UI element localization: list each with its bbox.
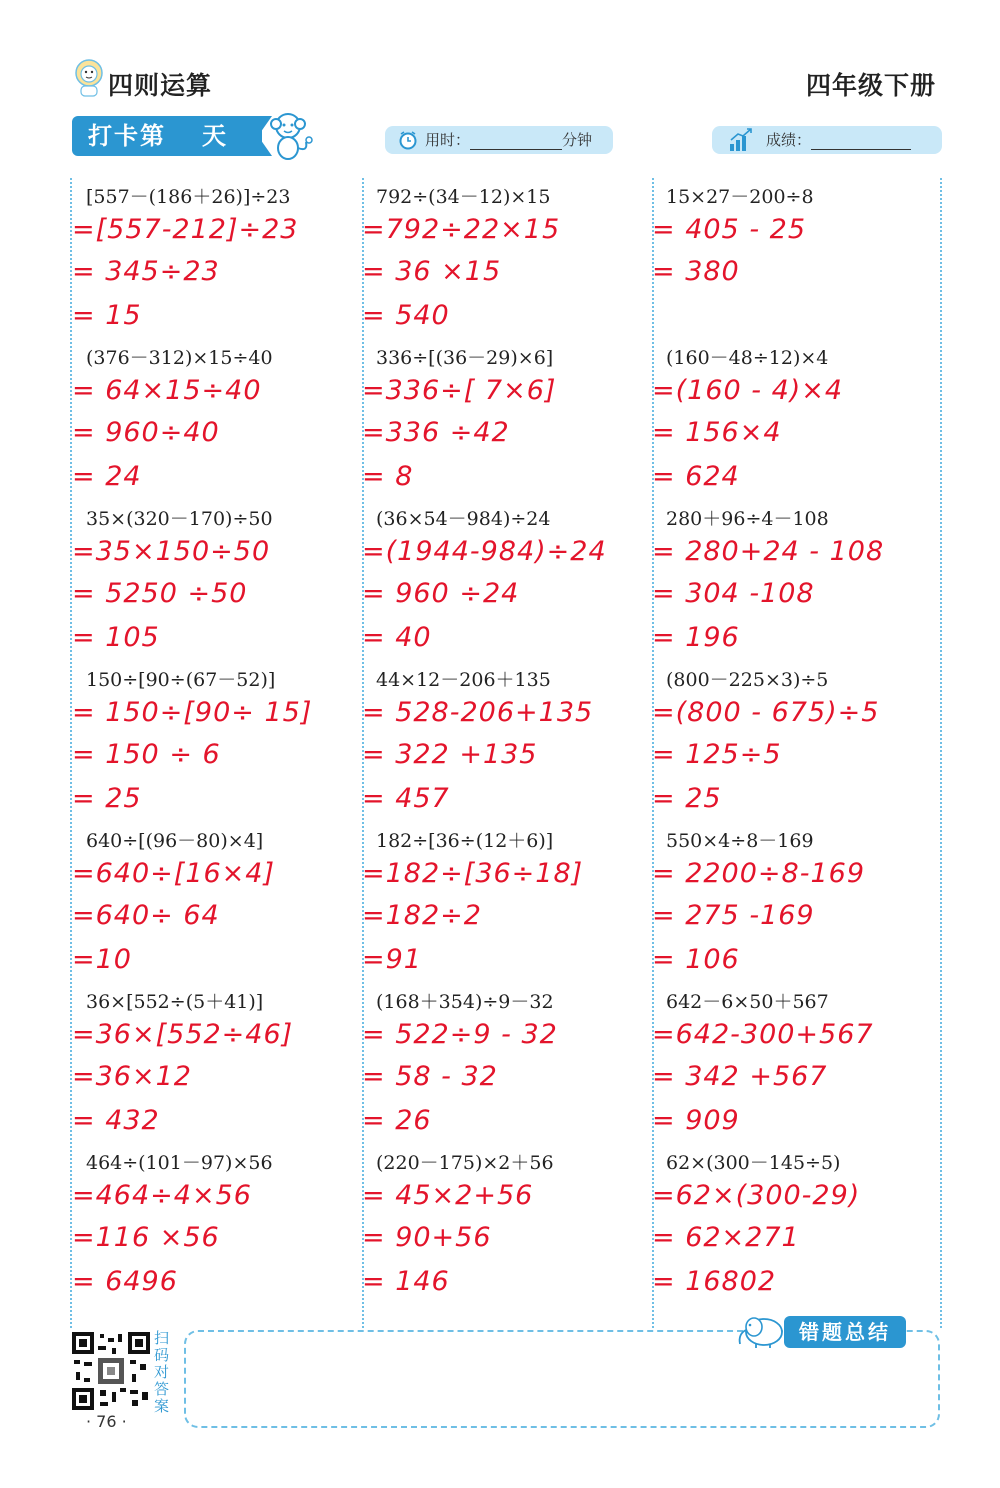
answer-step: = 45×2+56: [362, 1180, 534, 1211]
problem-item: [72, 337, 342, 498]
answer-step: = 322 +135: [362, 739, 538, 770]
book-title: 四则运算: [108, 71, 213, 100]
answer-step: = 624: [652, 461, 740, 492]
answer-step: =182÷[36÷18]: [362, 858, 584, 889]
answer-step: = 909: [652, 1105, 740, 1136]
answer-step: = 16802: [652, 1266, 777, 1297]
answer-step: =182÷2: [362, 900, 482, 931]
problem-item: [72, 1142, 342, 1303]
problem-item: [652, 498, 922, 659]
problem-expression: 150÷[90÷(67－52)]: [86, 669, 276, 691]
answer-step: = 304 -108: [652, 578, 815, 609]
answer-step: =464÷4×56: [72, 1180, 252, 1211]
checkin-banner: [72, 116, 262, 156]
answer-step: =36×12: [72, 1061, 192, 1092]
time-field[interactable]: [385, 126, 613, 154]
answer-step: = 150 ÷ 6: [72, 739, 221, 770]
answer-step: = 345÷23: [72, 256, 220, 287]
answer-step: = 405 - 25: [652, 214, 807, 245]
answer-step: = 5250 ÷50: [72, 578, 248, 609]
problem-item: [362, 1142, 632, 1303]
qr-code[interactable]: [72, 1332, 150, 1410]
problem-expression: 280＋96÷4－108: [666, 508, 829, 530]
answer-step: = 342 +567: [652, 1061, 828, 1092]
problem-expression: 792÷(34－12)×15: [376, 186, 551, 208]
answer-step: = 15: [72, 300, 142, 331]
problem-item: [72, 820, 342, 981]
clock-icon: [398, 130, 418, 150]
answer-step: =116 ×56: [72, 1222, 220, 1253]
answer-step: = 432: [72, 1105, 160, 1136]
problem-item: [72, 498, 342, 659]
problem-expression: (168＋354)÷9－32: [376, 991, 554, 1013]
problem-item: [362, 981, 632, 1142]
answer-step: = 2200÷8-169: [652, 858, 865, 889]
problem-item: [72, 981, 342, 1142]
problem-item: [652, 820, 922, 981]
answer-step: =642-300+567: [652, 1019, 874, 1050]
problem-expression: (376－312)×15÷40: [86, 347, 273, 369]
problem-item: [362, 659, 632, 820]
mistake-summary-tab: 错题总结: [784, 1316, 906, 1348]
answer-step: = 36 ×15: [362, 256, 502, 287]
answer-step: = 960 ÷24: [362, 578, 520, 609]
answer-step: = 62×271: [652, 1222, 800, 1253]
problem-item: [652, 1142, 922, 1303]
answer-step: =792÷22×15: [362, 214, 561, 245]
problem-expression: (160－48÷12)×4: [666, 347, 829, 369]
problem-expression: 182÷[36÷(12＋6)]: [376, 830, 554, 852]
problem-expression: (36×54－984)÷24: [376, 508, 551, 530]
answer-step: = 380: [652, 256, 740, 287]
answer-step: = 58 - 32: [362, 1061, 498, 1092]
problem-item: [362, 176, 632, 337]
answer-step: = 90+56: [362, 1222, 492, 1253]
answer-step: =336÷[ 7×6]: [362, 375, 557, 406]
problem-expression: (800－225×3)÷5: [666, 669, 829, 691]
answer-step: = 146: [362, 1266, 450, 1297]
answer-step: = 522÷9 - 32: [362, 1019, 558, 1050]
answer-step: =(1944-984)÷24: [362, 536, 607, 567]
problem-item: [652, 981, 922, 1142]
elephant-icon: [734, 1310, 790, 1350]
answer-step: =36×[552÷46]: [72, 1019, 294, 1050]
problem-expression: 464÷(101－97)×56: [86, 1152, 273, 1174]
answer-step: = 125÷5: [652, 739, 782, 770]
answer-step: = 25: [652, 783, 722, 814]
answer-step: = 24: [72, 461, 142, 492]
answer-step: = 40: [362, 622, 432, 653]
lion-icon: [72, 58, 106, 98]
answer-step: =10: [72, 944, 132, 975]
chart-icon: [728, 128, 754, 152]
time-unit: 分钟: [562, 131, 593, 149]
answer-step: = 280+24 - 108: [652, 536, 885, 567]
answer-step: = 196: [652, 622, 740, 653]
problem-expression: 15×27－200÷8: [666, 186, 814, 208]
column-divider: [940, 178, 942, 1328]
time-blank[interactable]: [470, 131, 562, 150]
answer-step: = 150÷[90÷ 15]: [72, 697, 313, 728]
score-blank[interactable]: [811, 131, 911, 150]
answer-step: =640÷ 64: [72, 900, 220, 931]
answer-step: = 8: [362, 461, 414, 492]
answer-step: =640÷[16×4]: [72, 858, 276, 889]
answer-step: =336 ÷42: [362, 417, 510, 448]
grade-label: 四年级下册: [805, 71, 936, 100]
problem-expression: 642－6×50＋567: [666, 991, 829, 1013]
answer-step: = 105: [72, 622, 160, 653]
problem-expression: 35×(320－170)÷50: [86, 508, 273, 530]
problem-item: [362, 498, 632, 659]
answer-step: =(160 - 4)×4: [652, 375, 844, 406]
problem-expression: 36×[552÷(5＋41)]: [86, 991, 264, 1013]
problem-item: [72, 659, 342, 820]
checkin-label-part1: 打卡第: [88, 122, 166, 150]
problem-item: [362, 820, 632, 981]
monkey-icon: [262, 108, 316, 162]
answer-step: = 6496: [72, 1266, 178, 1297]
problem-item: [72, 176, 342, 337]
checkin-label-part2: 天: [202, 122, 228, 150]
answer-step: = 156×4: [652, 417, 782, 448]
answer-step: = 960÷40: [72, 417, 220, 448]
problem-expression: 550×4÷8－169: [666, 830, 814, 852]
problem-item: [362, 337, 632, 498]
answer-step: = 106: [652, 944, 740, 975]
answer-step: =(800 - 675)÷5: [652, 697, 880, 728]
score-label: 成绩：: [766, 131, 812, 149]
problem-expression: 62×(300－145÷5): [666, 1152, 841, 1174]
answer-step: = 64×15÷40: [72, 375, 262, 406]
problem-expression: [557－(186＋26)]÷23: [86, 186, 291, 208]
page-number: · 76 ·: [86, 1412, 127, 1431]
answer-step: = 540: [362, 300, 450, 331]
problem-item: [652, 176, 922, 337]
answer-step: = 25: [72, 783, 142, 814]
answer-step: = 457: [362, 783, 450, 814]
problem-expression: (220－175)×2＋56: [376, 1152, 554, 1174]
problem-expression: 336÷[(36－29)×6]: [376, 347, 554, 369]
problem-expression: 640÷[(96－80)×4]: [86, 830, 264, 852]
time-label: 用时：: [425, 131, 471, 149]
problem-expression: 44×12－206＋135: [376, 669, 551, 691]
answer-step: = 26: [362, 1105, 432, 1136]
scan-for-answers-label: 扫码对答案: [154, 1329, 170, 1415]
answer-step: =91: [362, 944, 422, 975]
answer-step: =62×(300-29): [652, 1180, 861, 1211]
answer-step: =[557-212]÷23: [72, 214, 299, 245]
problem-item: [652, 337, 922, 498]
problem-item: [652, 659, 922, 820]
answer-step: = 528-206+135: [362, 697, 594, 728]
answer-step: = 275 -169: [652, 900, 815, 931]
answer-step: =35×150÷50: [72, 536, 271, 567]
